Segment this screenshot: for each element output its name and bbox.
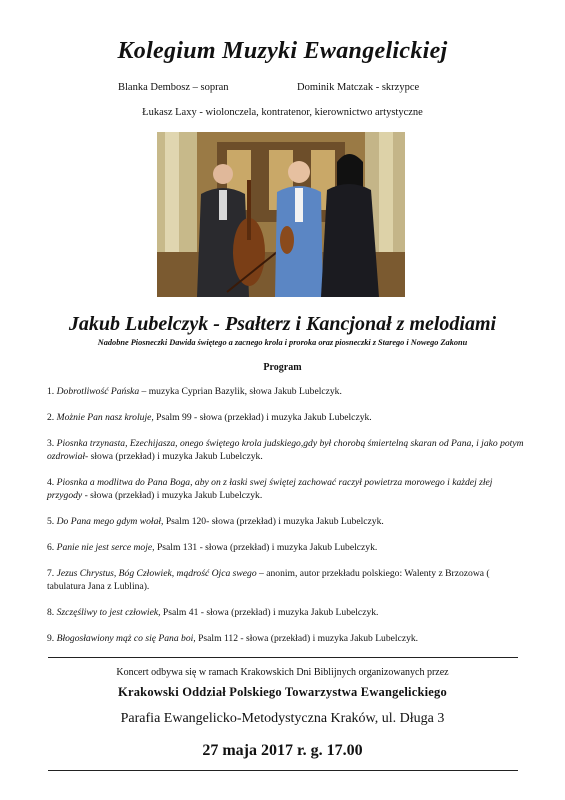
divider-top [48, 657, 518, 658]
performer-violin: Dominik Matczak - skrzypce [297, 82, 420, 93]
program-item: 1. Dobrotliwość Pańska – muzyka Cyprian Bazylik, słowa Jakub Lubelczyk. [47, 386, 342, 397]
festival-info: Koncert odbywa się w ramach Krakowskich Dni Biblijnych organizowanych przez [116, 667, 449, 678]
program-item: 8. Szczęśliwy to jest człowiek, Psalm 41 - słowa (przekład) i muzyka Jakub Lubelczyk. [47, 607, 379, 618]
ensemble-title: Kolegium Muzyki Ewangelickiej [117, 38, 448, 64]
program-item: 9. Błogosławiony mąż co się Pana boi, Psalm 112 - słowa (przekład) i muzyka Jakub Lubelczyk. [47, 633, 419, 644]
program-item: 2. Możnie Pan nasz kroluje, Psalm 99 - słowa (przekład) i muzyka Jakub Lubelczyk. [47, 412, 372, 423]
program-item: 7. Jezus Chrystus, Bóg Człowiek, mądrość Ojca swego – anonim, autor przekładu polskiego: Walenty z Brzozowa ( tabulatura Jana z Lublina). [47, 568, 490, 592]
ensemble-photo-illustration [157, 132, 405, 297]
venue-address: Parafia Ewangelicko-Metodystyczna Kraków, ul. Długa 3 [120, 711, 445, 726]
performer-soprano: Blanka Dembosz – sopran [118, 82, 229, 93]
program-item: 3. Piosnka trzynasta, Ezechijasza, onego świętego krola judskiego,gdy był chorobą śmiertelną skaran od Pana, i jako potym ozdrowiał- słowa (przekład) i muzyka Jakub Lubelczyk. [47, 438, 524, 462]
concert-title: Jakub Lubelczyk - Psałterz i Kancjonał z melodiami [68, 313, 497, 335]
performer-cello-director: Łukasz Laxy - wiolonczela, kontratenor, kierownictwo artystyczne [142, 107, 423, 118]
program-item: 4. Piosnka a modlitwa do Pana Boga, aby on z łaski swej świętej zachować raczył powietrza morowego i każdej złej przygody - słowa (przekład) i muzyka Jakub Lubelczyk. [47, 477, 493, 501]
program-heading: Program [263, 362, 302, 373]
program-item: 5. Do Pana mego gdym wołał, Psalm 120- słowa (przekład) i muzyka Jakub Lubelczyk. [47, 516, 384, 527]
concert-subtitle: Nadobne Piosneczki Dawida świętego a zacnego krola i proroka oraz piosneczki z Starego i Nowego Zakonu [97, 338, 468, 347]
divider-bottom [48, 770, 518, 771]
program-list [47, 385, 525, 645]
organizer-name: Krakowski Oddział Polskiego Towarzystwa Ewangelickiego [118, 685, 447, 699]
program-item: 6. Panie nie jest serce moje, Psalm 131 - słowa (przekład) i muzyka Jakub Lubelczyk. [47, 542, 378, 553]
concert-datetime: 27 maja 2017 r. g. 17.00 [202, 742, 363, 759]
ensemble-photo [157, 132, 405, 297]
